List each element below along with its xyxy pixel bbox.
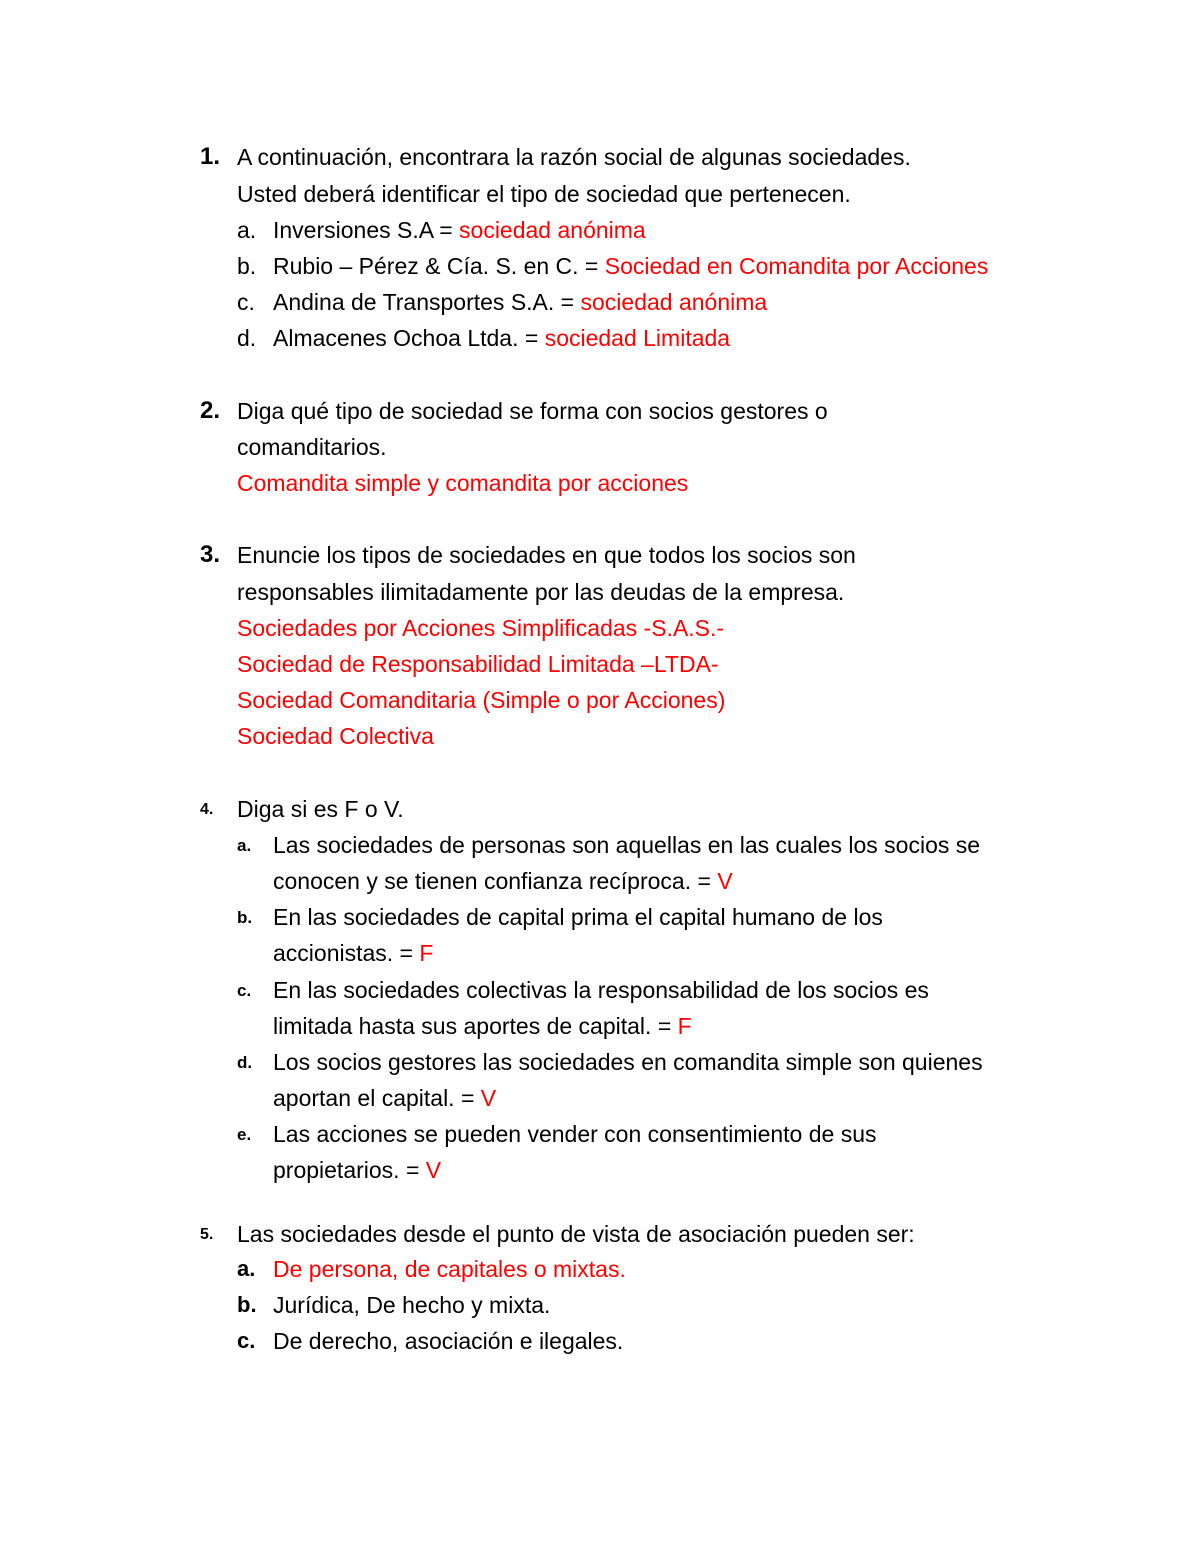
question-text: Las sociedades desde el punto de vista de asociación pueden ser: [237,1221,915,1247]
item-letter: e. [237,1125,252,1144]
answer-text: Sociedad Colectiva [237,723,434,749]
list-item [273,216,646,244]
list-item [273,252,988,280]
item-letter: b. [237,908,253,927]
item-letter: c. [237,1328,256,1353]
question-number: 5. [200,1226,214,1243]
item-letter: b. [237,1292,257,1317]
answer-text: F [419,940,434,966]
item-text: Los socios gestores las sociedades en comandita simple son quienes [273,1049,983,1075]
item-letter: c. [237,981,252,1000]
question-text: Diga qué tipo de sociedad se forma con socios gestores o [237,398,828,424]
item-letter: d. [237,1053,253,1072]
item-text: Inversiones S.A = [273,217,460,243]
item-text: Jurídica, De hecho y mixta. [273,1292,551,1318]
list-item [273,939,433,967]
item-text: Las acciones se pueden vender con consentimiento de sus [273,1121,877,1147]
item-letter: a. [237,836,252,855]
item-letter: b. [237,253,257,279]
list-item [273,1084,496,1112]
item-text: Las sociedades de personas son aquellas en las cuales los socios se [273,832,981,858]
list-item [273,1012,692,1040]
item-text: En las sociedades de capital prima el capital humano de los [273,904,883,930]
question-text: comanditarios. [237,434,387,460]
answer-text: Sociedad Comanditaria (Simple o por Acciones) [237,687,726,713]
answer-text: V [425,1157,442,1183]
question-number: 4. [200,801,214,818]
item-letter: a. [237,217,257,243]
item-text: limitada hasta sus aportes de capital. = [273,1013,678,1039]
answer-text: sociedad anónima [459,217,646,243]
question-text: Usted deberá identificar el tipo de sociedad que pertenecen. [237,181,851,207]
answer-text: sociedad Limitada [544,325,731,351]
item-letter: a. [237,1256,256,1281]
question-text: Diga si es F o V. [237,796,404,822]
list-item [273,324,730,352]
item-text: Almacenes Ochoa Ltda. = [273,325,545,351]
item-text: aportan el capital. = [273,1085,481,1111]
item-text: propietarios. = [273,1157,426,1183]
question-text: Enuncie los tipos de sociedades en que todos los socios son [237,542,856,568]
question-text: responsables ilimitadamente por las deudas de la empresa. [237,579,845,605]
question-number: 2. [200,397,221,424]
question-number: 1. [200,143,221,170]
item-text: Andina de Transportes S.A. = [273,289,581,315]
item-letter: c. [237,289,255,315]
item-text: conocen y se tienen confianza recíproca. = [273,868,718,894]
question-number: 3. [200,541,221,568]
item-text: De derecho, asociación e ilegales. [273,1328,624,1354]
list-item [273,1156,441,1184]
item-text: En las sociedades colectivas la responsabilidad de los socios es [273,977,929,1003]
answer-text: Sociedades por Acciones Simplificadas -S.A.S.- [237,615,725,641]
answer-text: Comandita simple y comandita por acciones [237,470,689,496]
answer-text: De persona, de capitales o mixtas. [273,1256,626,1282]
question-text: A continuación, encontrara la razón social de algunas sociedades. [237,144,911,170]
answer-text: F [677,1013,692,1039]
item-text: Rubio – Pérez & Cía. S. en C. = [273,253,605,279]
answer-text: V [717,868,733,894]
answer-text: sociedad anónima [580,289,768,315]
answer-text: V [480,1085,497,1111]
item-text: accionistas. = [273,940,420,966]
list-item [273,867,733,895]
answer-text: Sociedad de Responsabilidad Limitada –LTDA- [237,651,719,677]
item-letter: d. [237,325,257,351]
list-item [273,288,767,316]
answer-text: Sociedad en Comandita por Acciones [604,253,989,279]
